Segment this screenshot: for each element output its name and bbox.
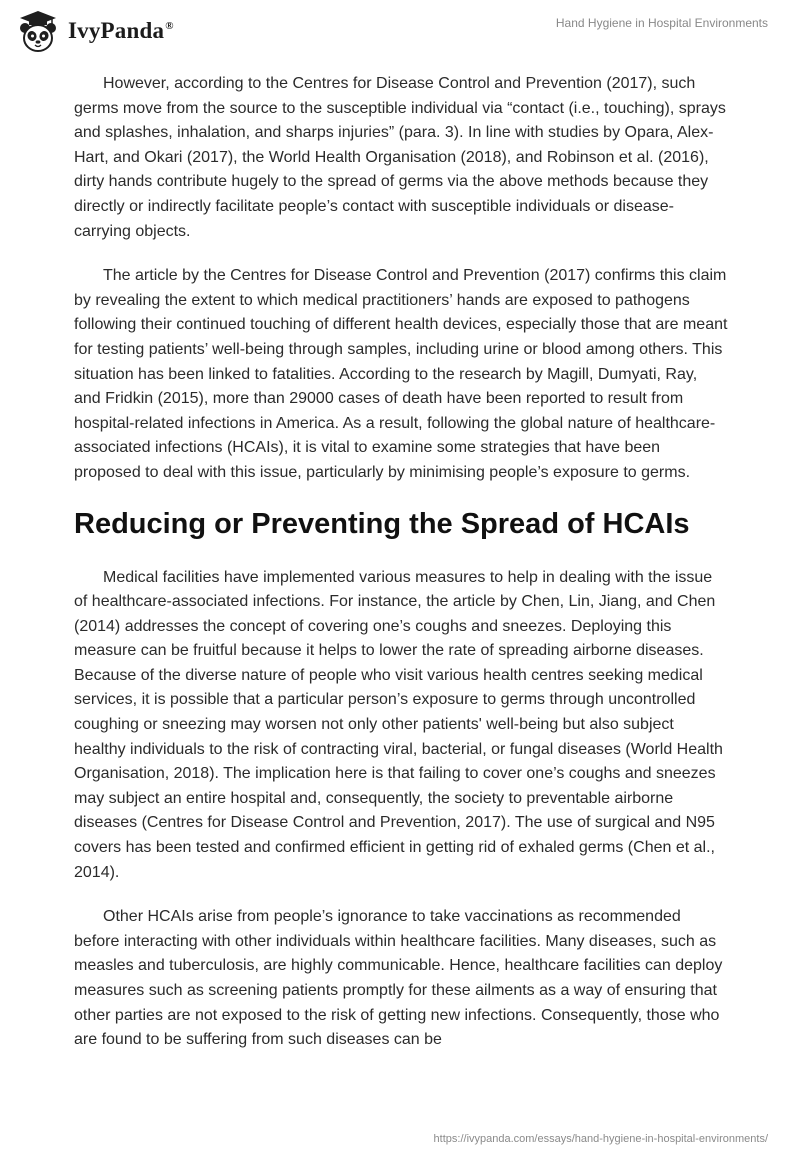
ivypanda-logo[interactable] — [14, 8, 174, 54]
brand-name-text: IvyPanda — [68, 18, 165, 43]
panda-graduate-icon — [14, 8, 62, 54]
essay-content — [74, 72, 728, 1073]
paragraph: Medical facilities have implemented various measures to help in dealing with the issue of healthcare-associated infections. For instance, the article by Chen, Lin, Jiang, and Chen (2014) addresses the concept of covering one’s coughs and sneezes. Deploying this measure can be fruitful because it helps to lower the rate of spreading airborne diseases. Because of the diverse nature of people who visit various health centres seeking medical services, it is possible that a particular person’s exposure to germs through uncontrolled coughing or sneezing may worsen not only other patients' well-being but also subject healthy individuals to the risk of contracting viral, bacterial, or fungal diseases (World Health Organisation, 2018). The implication here is that failing to cover one’s coughs and sneezes may subject an entire hospital and, consequently, the society to preventable airborne diseases (Centres for Disease Control and Prevention, 2017). The use of surgical and N95 covers has been tested and confirmed efficient in getting rid of exhaled germs (Chen et al., 2014). — [74, 568, 723, 881]
section-heading: Reducing or Preventing the Spread of HCAIs — [74, 507, 690, 540]
source-url-link[interactable]: https://ivypanda.com/essays/hand-hygiene-in-hospital-environments/ — [433, 1133, 768, 1145]
registered-mark: ® — [165, 20, 174, 33]
document-title: Hand Hygiene in Hospital Environments — [555, 16, 768, 30]
paragraph: The article by the Centres for Disease Control and Prevention (2017) confirms this claim by revealing the extent to which medical practitioners’ hands are exposed to pathogens following their continued touching of different health devices, especially those that are meant for testing patients’ well-being through samples, including urine or blood among others. This situation has been linked to fatalities. According to the research by Magill, Dumyati, Ray, and Fridkin (2015), more than 29000 cases of death have been reported to result from hospital-related infections in America. As a result, following the global nature of healthcare-associated infections (HCAIs), it is vital to examine some strategies that have been proposed to deal with this issue, particularly by minimising people’s exposure to germs. — [74, 267, 728, 481]
paragraph: Other HCAIs arise from people’s ignorance to take vaccinations as recommended before interacting with other individuals within healthcare facilities. Many diseases, such as measles and tuberculosis, are highly communicable. Hence, healthcare facilities can deploy measures such as screening patients promptly for these ailments as a way of ensuring that other parties are not exposed to the risk of getting new infections. Consequently, those who are found to be suffering from such diseases can be — [74, 908, 723, 1049]
page-header — [0, 0, 800, 70]
brand-name — [68, 18, 174, 44]
paragraph: However, according to the Centres for Disease Control and Prevention (2017), such germs move from the source to the susceptible individual via “contact (i.e., touching), sprays and splashes, inhalation, and sharps injuries” (para. 3). In line with studies by Opara, Alex-Hart, and Okari (2017), the World Health Organisation (2018), and Robinson et al. (2016), dirty hands contribute hugely to the spread of germs via the above methods because they directly or indirectly facilitate people’s contact with susceptible individuals or disease-carrying objects. — [74, 75, 726, 240]
